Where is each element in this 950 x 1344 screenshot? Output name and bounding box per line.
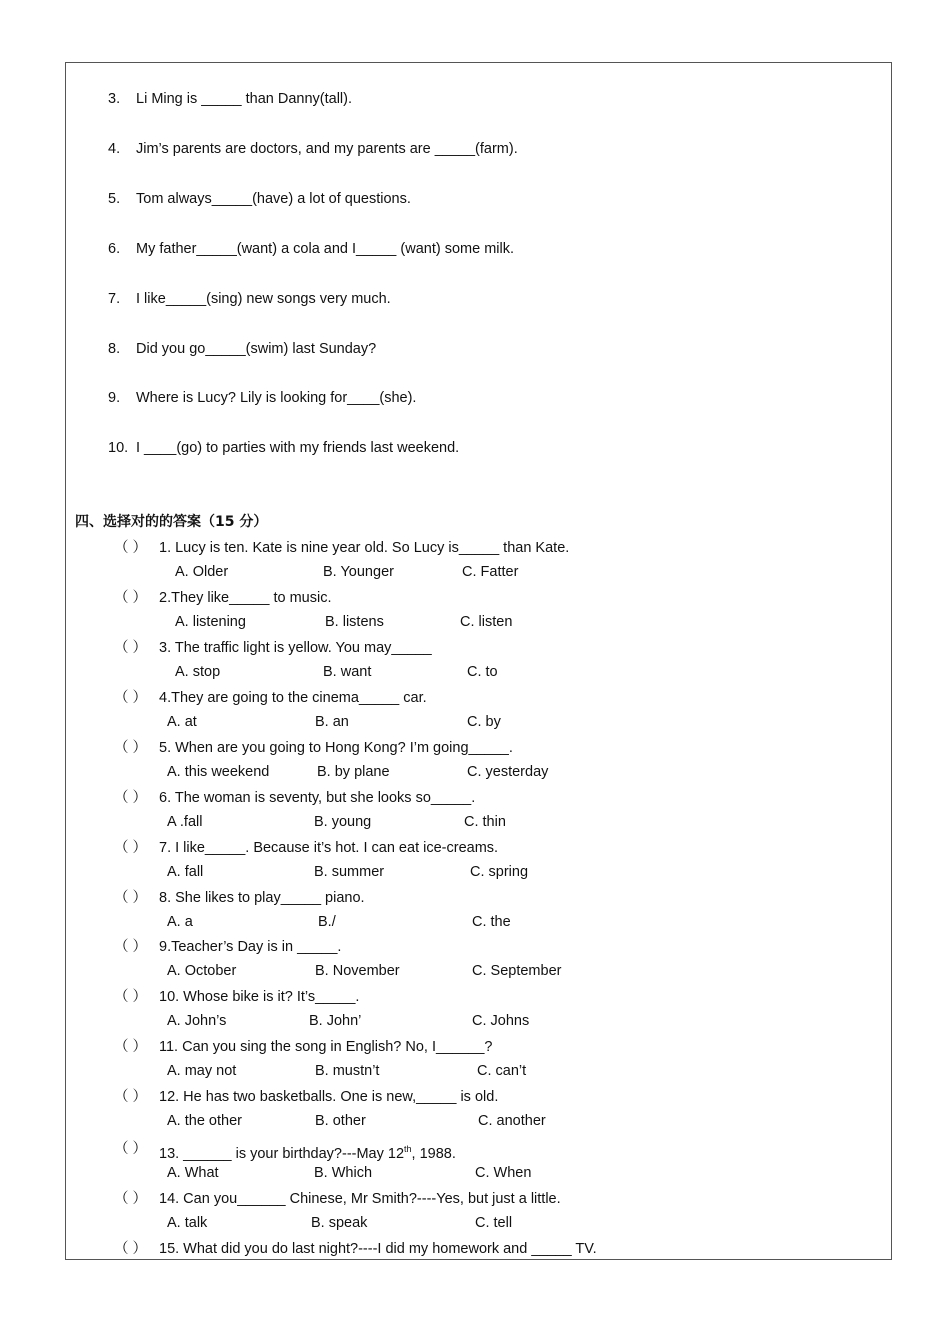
question-text: 12. He has two basketballs. One is new,_____ is old. [159,1089,499,1105]
blank-item-7 [108,290,391,308]
blank-item-10 [108,439,460,457]
choice-question-8 [114,889,365,907]
option-b: B. want [323,664,372,680]
question-text: 4.They are going to the cinema_____ car. [159,690,427,706]
option-b: B. Younger [323,564,394,580]
option-c: C. tell [475,1215,513,1231]
choice-question-12 [114,1088,499,1106]
option-b: B. November [315,963,400,979]
option-a: A. fall [167,864,204,880]
answer-paren: （ ） [114,1241,148,1257]
blank-item-5 [108,190,411,208]
option-c: C. to [467,664,498,680]
blank-item-3 [108,90,353,108]
answer-paren: （ ） [114,640,148,656]
item-text: Did you go_____(swim) last Sunday? [136,341,377,357]
item-text: Jim’s parents are doctors, and my parents are _____(farm). [136,141,518,157]
answer-paren: （ ） [114,740,148,756]
option-c: C. thin [464,814,506,830]
question-text: 5. When are you going to Hong Kong? I’m going_____. [159,740,513,756]
question-text: 2.They like_____ to music. [159,590,332,606]
answer-paren: （ ） [114,590,148,606]
answer-paren: （ ） [114,989,148,1005]
item-number: 10. [108,440,129,456]
item-number: 4. [108,141,121,157]
answer-paren: （ ） [114,939,148,955]
choice-question-7 [114,839,499,857]
option-b: B. young [314,814,372,830]
blank-item-9 [108,389,417,407]
item-text: Tom always_____(have) a lot of questions. [136,191,411,207]
blank-item-4 [108,140,518,158]
option-b: B. listens [325,614,384,630]
item-text: I like_____(sing) new songs very much. [136,291,391,307]
option-c: C. listen [460,614,513,630]
option-b: B. speak [311,1215,368,1231]
question-text: 8. She likes to play_____ piano. [159,890,365,906]
option-c: C. Johns [472,1013,530,1029]
question-text: 10. Whose bike is it? It’s_____. [159,989,360,1005]
answer-paren: （ ） [114,1141,148,1157]
choice-question-3 [114,639,432,657]
answer-paren: （ ） [114,690,148,706]
option-a: A. a [167,914,193,930]
choice-question-6 [114,789,476,807]
option-a: A .fall [167,814,203,830]
option-a: A. stop [175,664,221,680]
item-number: 9. [108,390,121,406]
item-number: 7. [108,291,121,307]
item-text: Where is Lucy? Lily is looking for____(she). [136,390,417,406]
option-c: C. September [472,963,562,979]
answer-paren: （ ） [114,1089,148,1105]
option-a: A. John’s [167,1013,227,1029]
choice-question-13 [114,1140,456,1162]
item-number: 5. [108,191,121,207]
choice-question-4 [114,689,427,707]
choice-question-2 [114,589,332,607]
option-a: A. the other [167,1113,242,1129]
answer-paren: （ ） [114,1039,148,1055]
answer-paren: （ ） [114,540,148,556]
option-b: B./ [318,914,336,930]
choice-question-15 [114,1240,597,1258]
choice-question-11 [114,1038,493,1056]
choice-question-14 [114,1190,561,1208]
option-a: A. What [167,1165,219,1181]
option-c: C. can’t [477,1063,527,1079]
item-text: I ____(go) to parties with my friends last weekend. [136,440,460,456]
option-c: C. Fatter [462,564,519,580]
option-a: A. listening [175,614,246,630]
choice-question-10 [114,988,360,1006]
choice-question-1 [114,539,570,557]
option-c: C. spring [470,864,529,880]
question-text: 6. The woman is seventy, but she looks so_____. [159,790,476,806]
question-text: 15. What did you do last night?----I did my homework and _____ TV. [159,1241,597,1257]
option-a: A. at [167,714,197,730]
option-b: B. summer [314,864,385,880]
option-a: A. Older [175,564,229,580]
question-text: 13. ______ is your birthday?---May 12th, 1988. [159,1144,456,1162]
question-text: 9.Teacher’s Day is in _____. [159,939,342,955]
option-b: B. Which [314,1165,373,1181]
option-c: C. another [478,1113,546,1129]
option-b: B. other [315,1113,366,1129]
option-a: A. October [167,963,237,979]
option-c: C. When [475,1165,532,1181]
option-a: A. may not [167,1063,237,1079]
section-4-title: 四、选择对的的答案（15 分） [75,514,268,530]
answer-paren: （ ） [114,790,148,806]
option-a: A. this weekend [167,764,270,780]
question-text: 14. Can you______ Chinese, Mr Smith?----Yes, but just a little. [159,1191,561,1207]
item-text: Li Ming is _____ than Danny(tall). [136,91,353,107]
blank-item-6 [108,240,514,258]
option-b: B. by plane [317,764,390,780]
choice-question-9 [114,938,342,956]
option-b: B. mustn’t [315,1063,380,1079]
question-text: 7. I like_____. Because it’s hot. I can eat ice-creams. [159,840,499,856]
option-b: B. an [315,714,349,730]
item-number: 3. [108,91,121,107]
option-c: C. yesterday [467,764,549,780]
option-c: C. by [467,714,501,730]
option-b: B. John’ [309,1013,362,1029]
item-number: 8. [108,341,121,357]
option-c: C. the [472,914,511,930]
blank-item-8 [108,340,377,358]
question-text: 3. The traffic light is yellow. You may_____ [159,640,432,656]
answer-paren: （ ） [114,1191,148,1207]
question-text: 11. Can you sing the song in English? No, I______? [159,1039,493,1055]
choice-question-5 [114,739,513,757]
answer-paren: （ ） [114,840,148,856]
answer-paren: （ ） [114,890,148,906]
option-a: A. talk [167,1215,208,1231]
question-text: 1. Lucy is ten. Kate is nine year old. So Lucy is_____ than Kate. [159,540,570,556]
item-text: My father_____(want) a cola and I_____ (want) some milk. [136,241,514,257]
item-number: 6. [108,241,121,257]
